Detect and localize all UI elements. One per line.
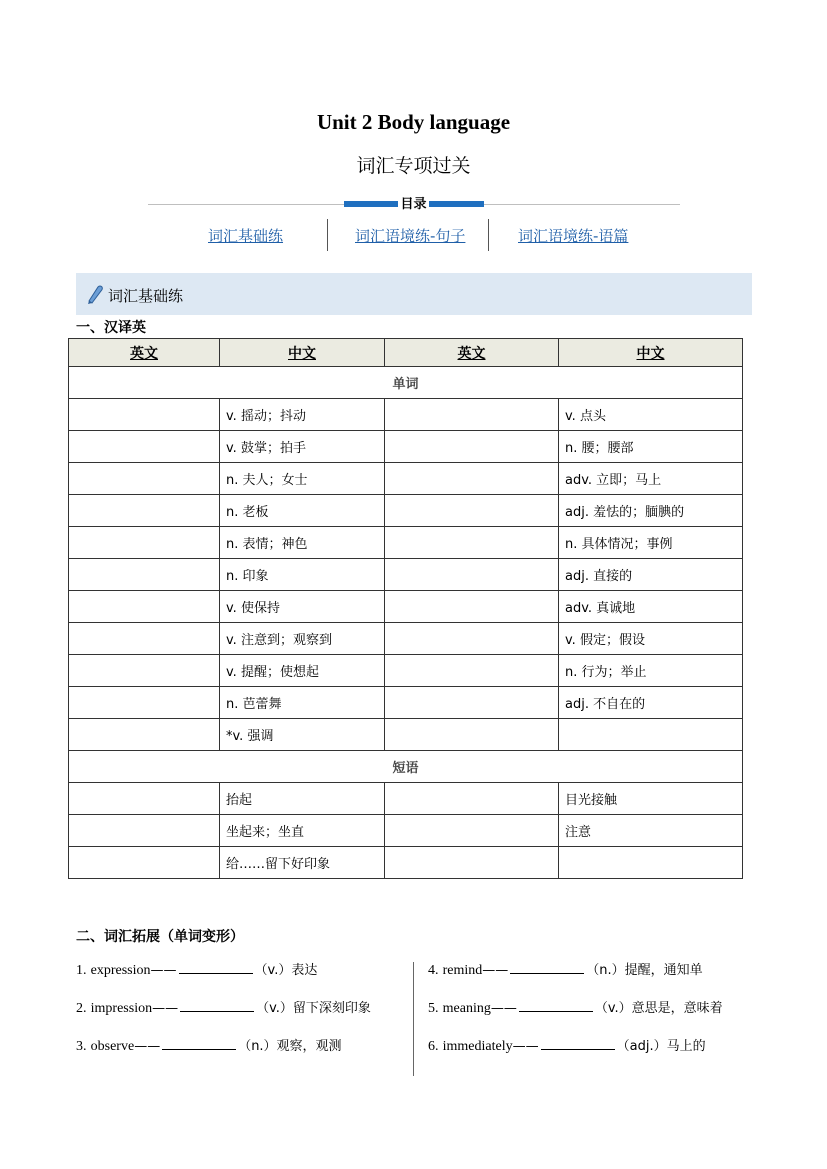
chinese-cell: n. 腰；腰部: [559, 431, 743, 463]
item-hint: （v.）表达: [254, 963, 318, 978]
item-number: 2.: [76, 1001, 87, 1016]
chinese-cell: 坐起来；坐直: [220, 815, 385, 847]
chinese-cell: v. 提醒；使想起: [220, 655, 385, 687]
table-row: [69, 783, 743, 815]
answer-cell[interactable]: [69, 655, 220, 687]
header-english: 英文: [69, 339, 220, 367]
answer-cell[interactable]: [69, 431, 220, 463]
answer-cell[interactable]: [69, 527, 220, 559]
page-subtitle: 词汇专项过关: [356, 155, 471, 177]
answer-cell[interactable]: [69, 591, 220, 623]
table-row: [69, 687, 743, 719]
answer-blank[interactable]: [180, 997, 254, 1012]
exercise-item: [428, 1034, 723, 1072]
chinese-cell: v. 鼓掌；拍手: [220, 431, 385, 463]
answer-cell[interactable]: [385, 815, 559, 847]
answer-cell[interactable]: [69, 399, 220, 431]
part2-heading: 二、词汇拓展（单词变形）: [76, 929, 244, 945]
table-row: [69, 847, 743, 879]
table-header-row: [69, 339, 743, 367]
item-word: observe: [90, 1039, 135, 1054]
answer-cell[interactable]: [385, 623, 559, 655]
item-hint: （n.）观察，观测: [238, 1039, 342, 1054]
chinese-cell: adj. 不自在的: [559, 687, 743, 719]
item-word: expression: [90, 963, 151, 978]
table-row: [69, 495, 743, 527]
category-phrases: 短语: [69, 751, 743, 783]
chinese-cell: n. 老板: [220, 495, 385, 527]
answer-cell[interactable]: [385, 719, 559, 751]
chinese-cell: v. 假定；假设: [559, 623, 743, 655]
chinese-cell: 给……留下好印象: [220, 847, 385, 879]
answer-cell[interactable]: [69, 495, 220, 527]
item-hint: （n.）提醒，通知单: [586, 963, 703, 978]
chinese-cell: n. 夫人；女士: [220, 463, 385, 495]
exercise-item: [76, 1034, 371, 1072]
chinese-cell: v. 点头: [559, 399, 743, 431]
item-word: meaning: [442, 1001, 491, 1016]
answer-cell[interactable]: [385, 495, 559, 527]
answer-cell[interactable]: [69, 623, 220, 655]
toc-link-passage[interactable]: 词汇语境练-语篇: [518, 227, 629, 245]
item-dash: ——: [150, 963, 177, 978]
answer-cell[interactable]: [69, 815, 220, 847]
category-row: [69, 367, 743, 399]
chinese-cell: adj. 羞怯的；腼腆的: [559, 495, 743, 527]
table-row: [69, 399, 743, 431]
item-dash: ——: [490, 1001, 517, 1016]
table-row: [69, 591, 743, 623]
chinese-cell: v. 注意到；观察到: [220, 623, 385, 655]
chinese-cell: n. 印象: [220, 559, 385, 591]
toc-link-basic[interactable]: 词汇基础练: [208, 227, 284, 245]
chinese-cell: adj. 直接的: [559, 559, 743, 591]
item-dash: ——: [482, 963, 509, 978]
answer-cell[interactable]: [385, 431, 559, 463]
toc-label: 目录: [400, 197, 427, 212]
exercise-item: [76, 958, 371, 996]
item-dash: ——: [512, 1039, 539, 1054]
item-hint: （v.）意思是，意味着: [594, 1001, 723, 1016]
table-row: [69, 559, 743, 591]
chinese-cell: n. 行为；举止: [559, 655, 743, 687]
table-row: [69, 527, 743, 559]
chinese-cell: n. 芭蕾舞: [220, 687, 385, 719]
answer-cell[interactable]: [69, 783, 220, 815]
answer-cell[interactable]: [385, 559, 559, 591]
chinese-cell: 注意: [559, 815, 743, 847]
section-band: [76, 273, 752, 315]
chinese-cell: adv. 立即；马上: [559, 463, 743, 495]
item-number: 3.: [76, 1039, 87, 1054]
item-hint: （adj.）马上的: [616, 1039, 706, 1054]
section-band-label: 词汇基础练: [108, 287, 184, 305]
table-row: [69, 623, 743, 655]
answer-blank[interactable]: [541, 1035, 615, 1050]
chinese-cell: [559, 847, 743, 879]
answer-cell[interactable]: [69, 719, 220, 751]
item-number: 4.: [428, 963, 439, 978]
answer-blank[interactable]: [510, 959, 584, 974]
answer-blank[interactable]: [179, 959, 253, 974]
item-number: 1.: [76, 963, 87, 978]
table-row: [69, 655, 743, 687]
toc-separator: [488, 219, 489, 251]
answer-cell[interactable]: [385, 847, 559, 879]
item-word: impression: [90, 1001, 153, 1016]
toc-separator: [327, 219, 328, 251]
header-chinese: 中文: [220, 339, 385, 367]
answer-cell[interactable]: [69, 687, 220, 719]
item-word: remind: [442, 963, 483, 978]
item-number: 5.: [428, 1001, 439, 1016]
vocab-table: [68, 338, 743, 879]
item-number: 6.: [428, 1039, 439, 1054]
answer-cell[interactable]: [385, 783, 559, 815]
exercise-item: [428, 996, 723, 1034]
answer-cell[interactable]: [385, 399, 559, 431]
item-word: immediately: [442, 1039, 513, 1054]
chinese-cell: n. 具体情况；事例: [559, 527, 743, 559]
chinese-cell: adv. 真诚地: [559, 591, 743, 623]
toc-links: [180, 219, 660, 251]
answer-blank[interactable]: [162, 1035, 236, 1050]
table-row: [69, 815, 743, 847]
table-row: [69, 719, 743, 751]
exercise-item: [428, 958, 723, 996]
header-english: 英文: [385, 339, 559, 367]
chinese-cell: v. 摇动；抖动: [220, 399, 385, 431]
item-dash: ——: [134, 1039, 161, 1054]
table-row: [69, 431, 743, 463]
header-chinese: 中文: [559, 339, 743, 367]
exercise-column-left: [76, 958, 371, 1072]
pen-icon: [86, 284, 104, 304]
exercise-column-right: [428, 958, 723, 1072]
answer-cell[interactable]: [69, 847, 220, 879]
page-title: Unit 2 Body language: [316, 110, 511, 134]
chinese-cell: *v. 强调: [220, 719, 385, 751]
answer-cell[interactable]: [385, 527, 559, 559]
exercise-item: [76, 996, 371, 1034]
part1-heading: 一、汉译英: [76, 320, 146, 336]
item-dash: ——: [152, 1001, 179, 1016]
table-row: [69, 463, 743, 495]
answer-cell[interactable]: [385, 655, 559, 687]
chinese-cell: 抬起: [220, 783, 385, 815]
toc-link-sentence[interactable]: 词汇语境练-句子: [355, 227, 466, 245]
chinese-cell: n. 表情；神色: [220, 527, 385, 559]
chinese-cell: v. 使保持: [220, 591, 385, 623]
column-divider: [413, 962, 414, 1076]
category-row: [69, 751, 743, 783]
answer-cell[interactable]: [385, 591, 559, 623]
item-hint: （v.）留下深刻印象: [256, 1001, 371, 1016]
chinese-cell: 目光接触: [559, 783, 743, 815]
chinese-cell: [559, 719, 743, 751]
answer-cell[interactable]: [69, 559, 220, 591]
answer-cell[interactable]: [385, 463, 559, 495]
answer-cell[interactable]: [385, 687, 559, 719]
answer-cell[interactable]: [69, 463, 220, 495]
category-words: 单词: [69, 367, 743, 399]
answer-blank[interactable]: [519, 997, 593, 1012]
